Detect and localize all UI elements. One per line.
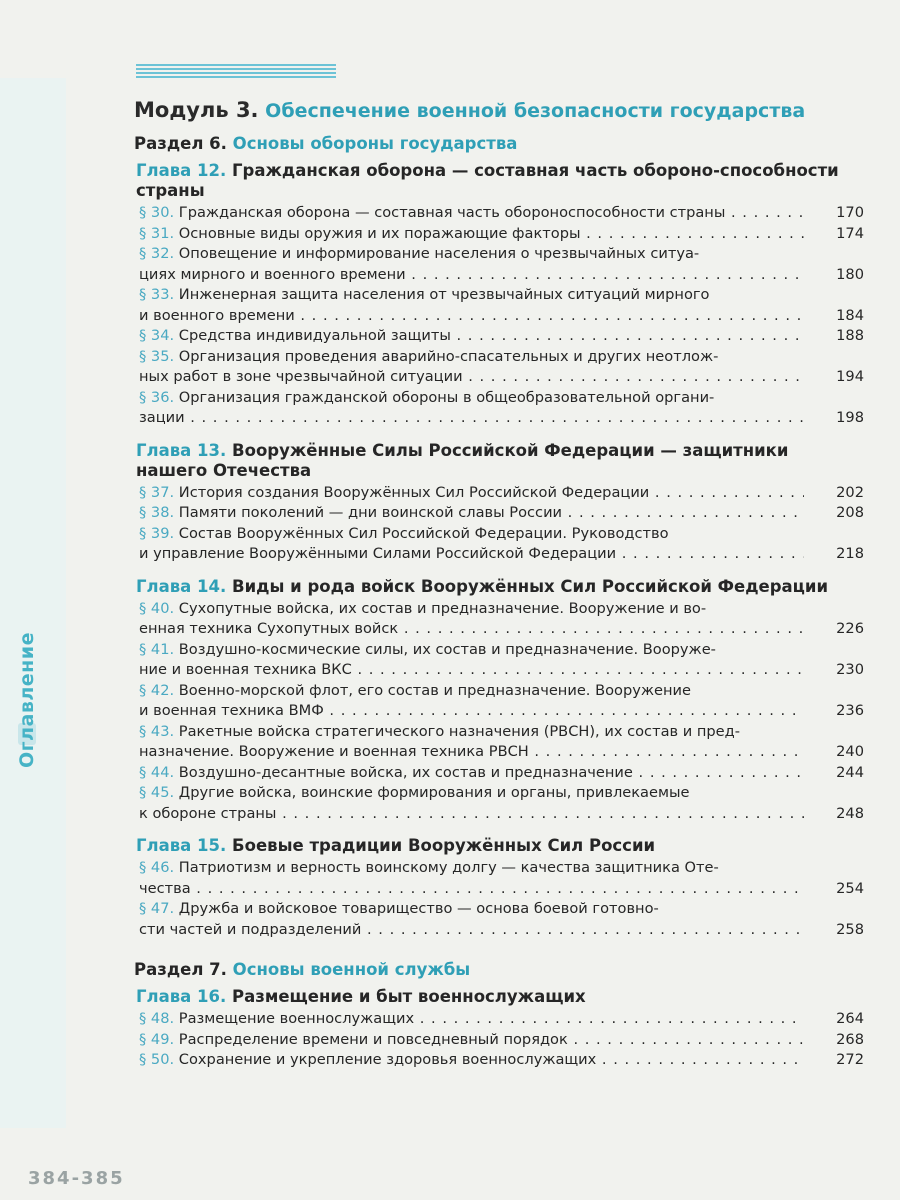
page-ref: 208 [836, 504, 864, 521]
chapter-title: Вооружённые Силы Российской Федерации — защитники нашего Отечества [136, 440, 789, 480]
entry-title-end: ных работ в зоне чрезвычайной ситуации [139, 368, 463, 385]
module-number: Модуль 3. [134, 98, 259, 122]
chapter-heading [136, 441, 864, 481]
entry-title: Гражданская оборона — составная часть обороноспособности страны [178, 204, 726, 221]
toc-entry[interactable] [139, 640, 864, 681]
entry-title-line2 [139, 920, 804, 941]
toc-entry[interactable] [139, 763, 864, 784]
chapter-number: Глава 16. [136, 987, 227, 1006]
chapter-number: Глава 12. [136, 161, 227, 180]
entry-title: Основные виды оружия и их поражающие факторы [178, 224, 581, 242]
side-tab [0, 78, 66, 1128]
entry-title-line1: Военно-морской флот, его состав и предназначение. Вооружение [178, 681, 691, 699]
toc-entry[interactable] [139, 681, 864, 722]
entry-title: Средства индивидуальной защиты [178, 327, 451, 344]
paragraph-number: § 44. [139, 763, 175, 781]
entry-title-end: к обороне страны [139, 804, 277, 822]
toc-entry[interactable] [139, 347, 864, 388]
paragraph-number: § 33. [139, 286, 175, 303]
toc-entry[interactable] [139, 858, 864, 899]
page-ref: 248 [836, 804, 864, 822]
entry-title-line1: Воздушно-космические силы, их состав и предназначение. Вооруже- [178, 640, 716, 658]
entry-title-line [139, 1009, 804, 1030]
entry-text-block [139, 203, 804, 224]
toc-entry[interactable] [139, 503, 864, 524]
chapter-heading [136, 836, 864, 856]
entry-title: История создания Вооружённых Сил Российской Федерации [178, 483, 650, 501]
table-of-contents [134, 98, 864, 1071]
chapter-title: Виды и рода войск Вооружённых Сил Российской Федерации [232, 576, 829, 596]
entry-title-line [139, 503, 804, 524]
paragraph-number: § 43. [139, 722, 175, 740]
paragraph-number: § 31. [139, 224, 175, 242]
page-ref: 240 [836, 743, 864, 760]
entry-title-line [139, 224, 804, 245]
entry-title-line2 [139, 544, 804, 565]
section-title: Основы обороны государства [232, 134, 518, 153]
paragraph-number: § 38. [139, 504, 175, 521]
entry-title-end: назначение. Вооружение и военная техника РВСН [139, 743, 529, 760]
entry-title: Воздушно-десантные войска, их состав и предназначение [178, 763, 633, 781]
entry-title-line1: Другие войска, воинские формирования и органы, привлекаемые [178, 784, 690, 801]
toc-entry[interactable] [139, 326, 864, 347]
section-heading [134, 960, 864, 979]
entry-title-line2 [139, 408, 804, 429]
entry-text-block [139, 388, 804, 429]
entry-text-block [139, 1009, 804, 1030]
entry-text-block [139, 722, 804, 763]
entry-text-block [139, 599, 804, 640]
section-number: Раздел 7. [134, 960, 227, 979]
chapter-heading [136, 161, 864, 201]
page-ref: 230 [836, 661, 864, 678]
chapter-number: Глава 14. [136, 576, 227, 596]
entry-title: Памяти поколений — дни воинской славы России [178, 504, 563, 521]
entry-title-end: и военная техника ВМФ [139, 702, 324, 719]
toc-entry[interactable] [139, 285, 864, 326]
entry-text-block [139, 899, 804, 940]
paragraph-number: § 46. [139, 859, 175, 876]
toc-entry[interactable] [139, 224, 864, 245]
entry-title-end: чества [139, 879, 191, 897]
paragraph-number: § 35. [139, 347, 175, 365]
toc-entry[interactable] [139, 1050, 864, 1071]
page-ref: 202 [836, 483, 864, 501]
entry-title-line2 [139, 804, 804, 825]
page-ref: 268 [836, 1030, 864, 1048]
page-ref: 174 [836, 224, 864, 242]
page-ref: 258 [836, 920, 864, 938]
top-decorative-stripe [136, 64, 336, 78]
entry-text-block [139, 640, 804, 681]
entry-title-line2 [139, 306, 804, 327]
entry-text-block [139, 763, 804, 784]
section-title: Основы военной службы [232, 960, 471, 979]
entry-text-block [139, 326, 804, 347]
entry-title-end: енная техника Сухопутных войск [139, 620, 399, 637]
entry-text-block [139, 681, 804, 722]
entry-title-line2 [139, 701, 804, 722]
entry-text-block [139, 783, 804, 824]
entry-title-end: и управление Вооружёнными Силами Российской Федерации [139, 545, 617, 562]
entry-title-line1: Дружба и войсковое товарищество — основа боевой готовно- [178, 900, 659, 917]
entry-title-end: зации [139, 409, 185, 426]
toc-entry[interactable] [139, 524, 864, 565]
entry-title-line1: Инженерная защита населения от чрезвычайных ситуаций мирного [178, 286, 710, 303]
toc-entry[interactable] [139, 483, 864, 504]
entry-text-block [139, 1030, 804, 1051]
page-ref: 188 [836, 327, 864, 344]
paragraph-number: § 49. [139, 1030, 175, 1048]
entry-title-line2 [139, 367, 804, 388]
entry-text-block [139, 503, 804, 524]
entry-title-end: сти частей и подразделений [139, 920, 362, 938]
entry-title-line1: Оповещение и информирование населения о чрезвычайных ситуа- [178, 245, 700, 262]
entry-title-line2 [139, 265, 804, 286]
entry-title-line2 [139, 742, 804, 763]
entry-title-line1: Организация гражданской обороны в общеобразовательной органи- [178, 388, 715, 406]
paragraph-number: § 39. [139, 524, 175, 542]
toc-entry[interactable] [139, 722, 864, 763]
entry-title-line [139, 1030, 804, 1051]
paragraph-number: § 40. [139, 599, 175, 617]
paragraph-number: § 50. [139, 1051, 175, 1068]
page-number: 384-385 [28, 1168, 125, 1189]
entry-title-line2 [139, 879, 804, 900]
module-heading [134, 98, 864, 122]
chapter-title: Размещение и быт военнослужащих [232, 987, 586, 1006]
toc-entry[interactable] [139, 388, 864, 429]
chapter-title: Боевые традиции Вооружённых Сил России [232, 836, 656, 855]
paragraph-number: § 42. [139, 681, 175, 699]
page-ref: 180 [836, 265, 864, 283]
entry-text-block [139, 224, 804, 245]
entry-text-block [139, 1050, 804, 1071]
paragraph-number: § 30. [139, 204, 175, 221]
entry-title-line [139, 326, 804, 347]
entry-title-end: и военного времени [139, 306, 295, 324]
chapter-title: Гражданская оборона — составная часть обороно-способности страны [136, 161, 839, 200]
section-number: Раздел 6. [134, 134, 227, 153]
page-ref: 244 [836, 763, 864, 781]
entry-title-line1: Патриотизм и верность воинскому долгу — качества защитника Оте- [178, 859, 719, 876]
entry-title-line [139, 763, 804, 784]
page-ref: 184 [836, 306, 864, 324]
paragraph-number: § 47. [139, 900, 175, 917]
entry-title-line2 [139, 619, 804, 640]
entry-text-block [139, 347, 804, 388]
page-ref: 226 [836, 620, 864, 637]
toc-entry[interactable] [139, 783, 864, 824]
entry-text-block [139, 524, 804, 565]
entry-title-end: циях мирного и военного времени [139, 265, 406, 283]
paragraph-number: § 34. [139, 327, 175, 344]
toc-entry[interactable] [139, 599, 864, 640]
page-ref: 254 [836, 879, 864, 897]
entry-title-line1: Ракетные войска стратегического назначения (РВСН), их состав и пред- [178, 722, 741, 740]
page-ref: 170 [836, 204, 864, 221]
entry-title-line [139, 203, 804, 224]
entry-title: Размещение военнослужащих [178, 1010, 415, 1027]
page-ref: 194 [836, 368, 864, 385]
entry-title-line2 [139, 660, 804, 681]
entry-title-line1: Сухопутные войска, их состав и предназначение. Вооружение и во- [178, 599, 707, 617]
page-ref: 264 [836, 1010, 864, 1027]
paragraph-number: § 37. [139, 483, 175, 501]
entry-title: Сохранение и укрепление здоровья военнослужащих [178, 1051, 597, 1068]
toc-entry[interactable] [139, 1009, 864, 1030]
page-ref: 198 [836, 409, 864, 426]
entry-text-block [139, 285, 804, 326]
entry-title-end: ние и военная техника ВКС [139, 661, 352, 678]
module-title: Обеспечение военной безопасности государства [265, 100, 806, 122]
toc-entry[interactable] [139, 899, 864, 940]
page-ref: 236 [836, 702, 864, 719]
paragraph-number: § 41. [139, 640, 175, 658]
entry-title-line1: Состав Вооружённых Сил Российской Федерации. Руководство [178, 524, 669, 542]
section-heading [134, 134, 864, 153]
paragraph-number: § 36. [139, 388, 175, 406]
entry-title: Распределение времени и повседневный порядок [178, 1030, 568, 1048]
entry-title-line [139, 1050, 804, 1071]
entry-text-block [139, 244, 804, 285]
entry-title-line [139, 483, 804, 504]
paragraph-number: § 45. [139, 784, 175, 801]
chapter-number: Глава 15. [136, 836, 227, 855]
toc-entry[interactable] [139, 1030, 864, 1051]
entry-title-line1: Организация проведения аварийно-спасательных и других неотлож- [178, 347, 719, 365]
toc-entry[interactable] [139, 244, 864, 285]
chapter-number: Глава 13. [136, 440, 227, 460]
chapter-heading [136, 577, 864, 597]
paragraph-number: § 48. [139, 1010, 175, 1027]
page-ref: 218 [836, 545, 864, 562]
toc-entry[interactable] [139, 203, 864, 224]
paragraph-number: § 32. [139, 245, 175, 262]
chapter-heading [136, 987, 864, 1007]
entry-text-block [139, 483, 804, 504]
page-ref: 272 [836, 1051, 864, 1068]
entry-text-block [139, 858, 804, 899]
sidebar-label: Оглавление [16, 632, 38, 768]
